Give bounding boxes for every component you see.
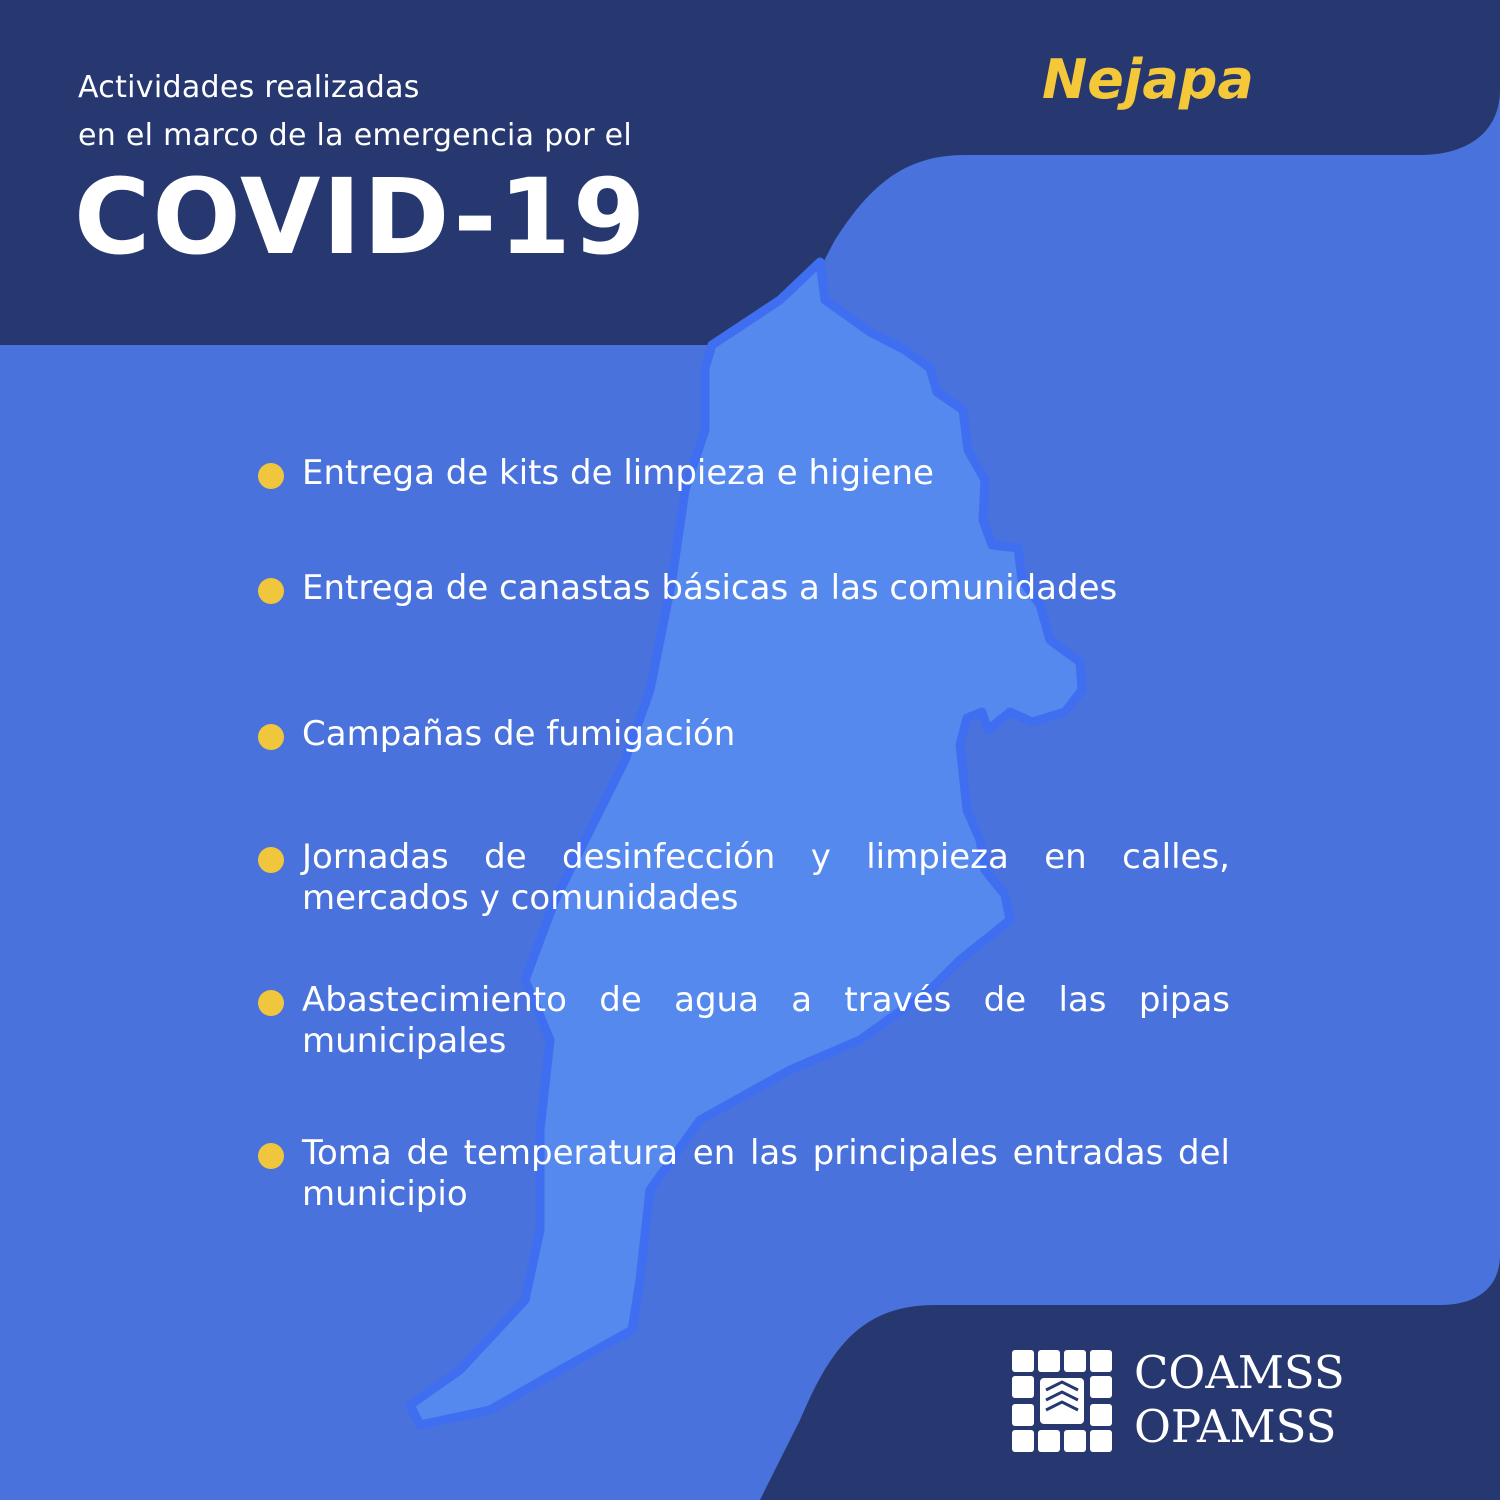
activity-text: Entrega de kits de limpieza e higiene (302, 453, 934, 493)
logo-text-coamss: COAMSS (1134, 1346, 1345, 1399)
page-title: COVID-19 (74, 156, 648, 278)
logo-text-opamss: OPAMSS (1134, 1400, 1337, 1453)
activity-text: Campañas de fumigación (302, 714, 736, 754)
activity-text: Entrega de canastas básicas a las comunidades (302, 568, 1118, 608)
activity-item (258, 837, 1230, 919)
municipality-name: Nejapa (1042, 48, 1254, 111)
activity-text: Abastecimiento de agua a través de las pipas municipales (302, 980, 1230, 1061)
logo-mark-icon (1006, 1346, 1118, 1458)
header-subtitle-line1: Actividades realizadas (78, 70, 420, 105)
activity-item (258, 980, 1230, 1062)
header-subtitle-line2: en el marco de la emergencia por el (78, 118, 633, 153)
bullet-icon (258, 463, 284, 489)
bullet-icon (258, 578, 284, 604)
activity-item (258, 453, 1230, 494)
activity-text: Toma de temperatura en las principales entradas del municipio (302, 1133, 1230, 1214)
bullet-icon (258, 990, 284, 1016)
bullet-icon (258, 847, 284, 873)
bullet-icon (258, 724, 284, 750)
bullet-icon (258, 1143, 284, 1169)
coamss-opamss-logo (1006, 1346, 1366, 1458)
activity-text: Jornadas de desinfección y limpieza en calles, mercados y comunidades (302, 837, 1230, 918)
activity-item (258, 714, 1230, 755)
activity-item (258, 568, 1230, 609)
activity-item (258, 1133, 1230, 1215)
